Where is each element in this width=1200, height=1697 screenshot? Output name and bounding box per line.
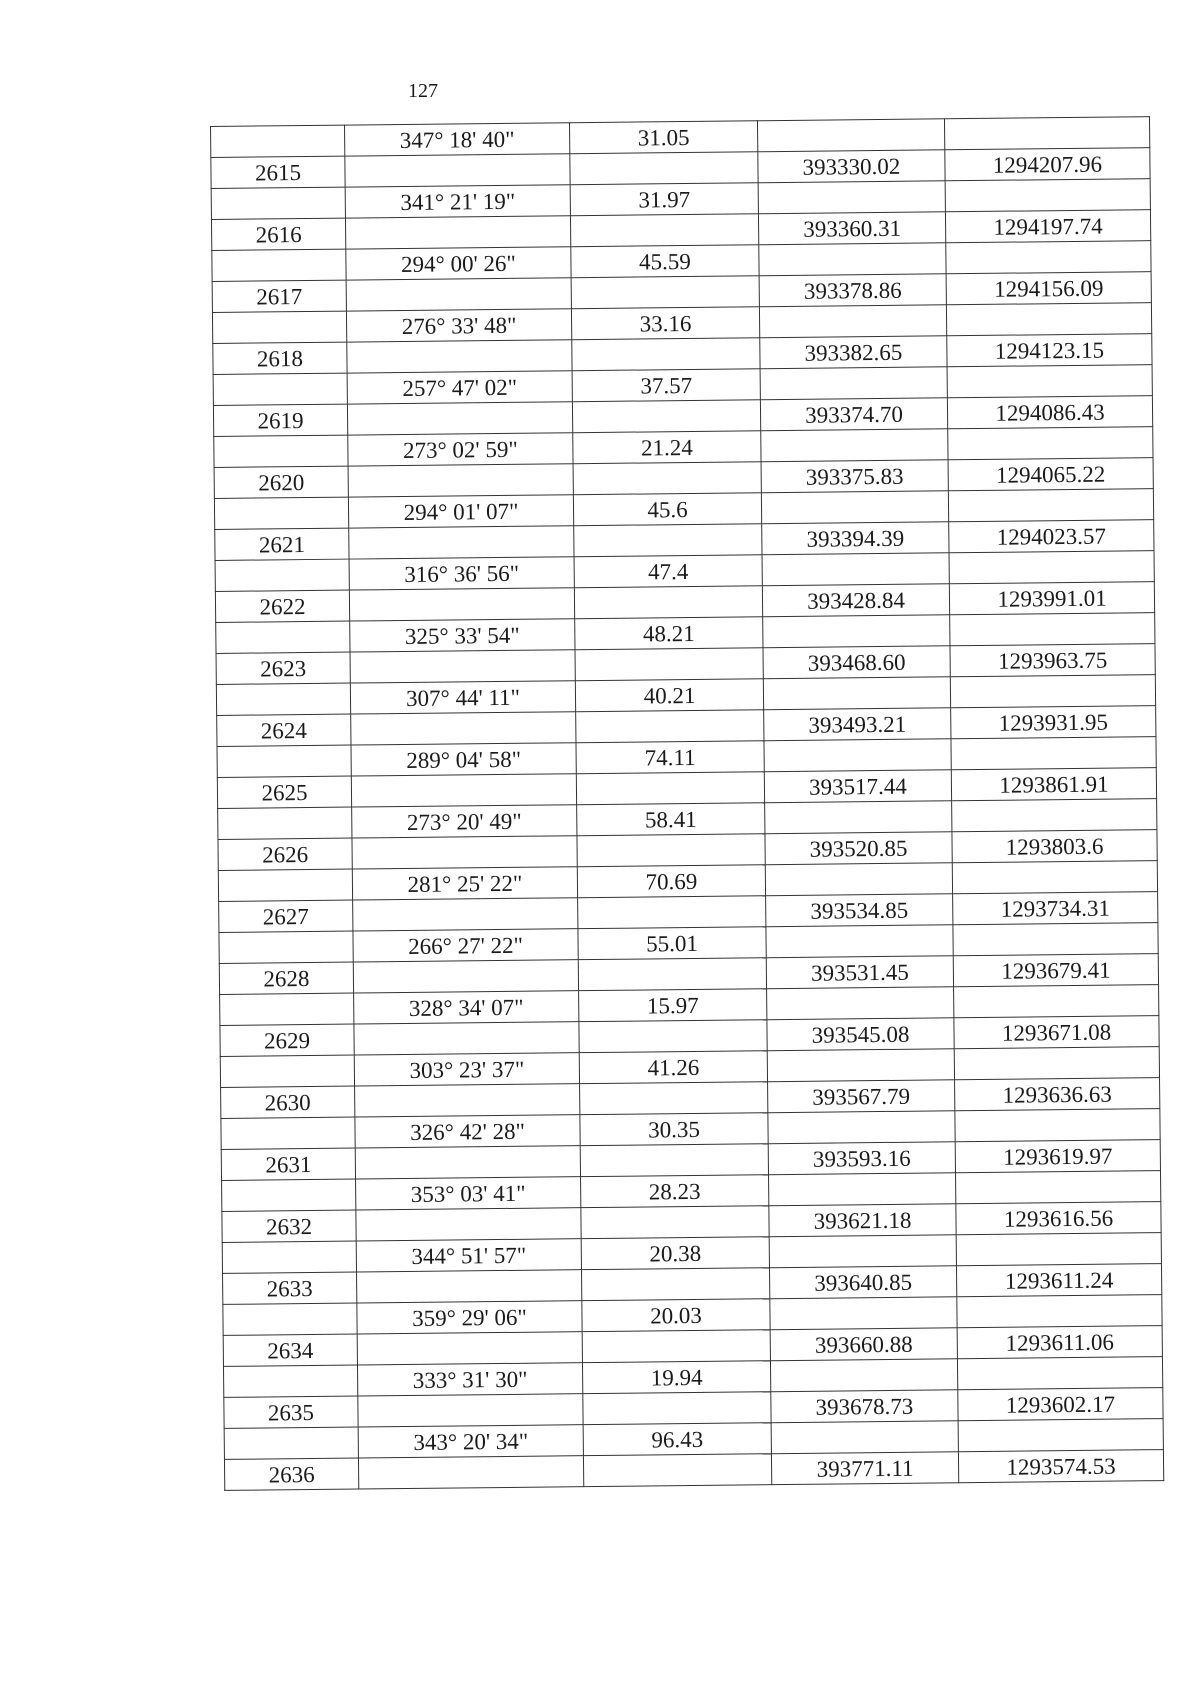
northing-cell xyxy=(957,1357,1162,1390)
northing-cell: 1293616.56 xyxy=(956,1202,1161,1235)
northing-cell: 1294207.96 xyxy=(945,148,1150,181)
bearing-cell: 316° 36' 56" xyxy=(349,557,574,590)
easting-cell xyxy=(760,367,947,400)
bearing-cell xyxy=(357,1270,582,1303)
northing-cell xyxy=(948,489,1153,522)
bearing-cell: 294° 00' 26" xyxy=(346,247,571,280)
easting-cell xyxy=(759,305,946,338)
easting-cell xyxy=(763,677,950,710)
easting-cell: 393678.73 xyxy=(771,1390,958,1423)
northing-cell xyxy=(952,799,1157,832)
distance-cell: 70.69 xyxy=(577,865,765,898)
point-id-cell: 2618 xyxy=(213,342,347,374)
bearing-cell: 303° 23' 37" xyxy=(354,1053,579,1086)
northing-cell: 1293861.91 xyxy=(951,768,1156,801)
easting-cell: 393374.70 xyxy=(760,398,947,431)
easting-cell: 393428.84 xyxy=(762,584,949,617)
easting-cell xyxy=(761,429,948,462)
distance-cell: 20.03 xyxy=(582,1299,770,1332)
point-id-cell: 2633 xyxy=(223,1272,357,1304)
bearing-cell: 333° 31' 30" xyxy=(357,1363,582,1396)
easting-cell: 393375.83 xyxy=(761,460,948,493)
bearing-cell xyxy=(358,1456,583,1489)
northing-cell: 1293671.08 xyxy=(954,1016,1159,1049)
easting-cell xyxy=(767,1049,954,1082)
bearing-cell: 273° 20' 49" xyxy=(352,805,577,838)
point-id-cell: 2627 xyxy=(219,900,353,932)
distance-cell: 15.97 xyxy=(579,989,767,1022)
point-id-cell xyxy=(214,435,348,467)
distance-cell xyxy=(582,1330,770,1363)
northing-cell xyxy=(958,1419,1163,1452)
northing-cell xyxy=(948,427,1153,460)
point-id-cell xyxy=(222,1241,356,1273)
northing-cell xyxy=(950,675,1155,708)
bearing-cell xyxy=(358,1394,583,1427)
distance-cell xyxy=(581,1206,769,1239)
easting-cell xyxy=(767,987,954,1020)
point-id-cell xyxy=(221,1117,355,1149)
distance-cell xyxy=(570,152,758,185)
distance-cell: 31.97 xyxy=(570,183,758,216)
northing-cell: 1294065.22 xyxy=(948,458,1153,491)
distance-cell xyxy=(578,896,766,929)
point-id-cell: 2617 xyxy=(212,280,346,312)
survey-coordinates-table xyxy=(210,116,1164,1491)
bearing-cell xyxy=(349,588,574,621)
point-id-cell: 2628 xyxy=(219,962,353,994)
point-id-cell xyxy=(223,1365,357,1397)
bearing-cell: 281° 25' 22" xyxy=(352,867,577,900)
easting-cell xyxy=(769,1173,956,1206)
bearing-cell: 328° 34' 07" xyxy=(354,991,579,1024)
point-id-cell xyxy=(212,311,346,343)
easting-cell: 393771.11 xyxy=(771,1452,958,1485)
point-id-cell xyxy=(220,1055,354,1087)
distance-cell xyxy=(580,1144,768,1177)
easting-cell xyxy=(764,739,951,772)
distance-cell xyxy=(572,338,760,371)
easting-cell xyxy=(757,119,944,152)
point-id-cell: 2629 xyxy=(220,1024,354,1056)
distance-cell xyxy=(579,1020,767,1053)
northing-cell xyxy=(956,1171,1161,1204)
distance-cell xyxy=(581,1268,769,1301)
table-body xyxy=(211,117,1164,1491)
easting-cell: 393545.08 xyxy=(767,1018,954,1051)
easting-cell xyxy=(768,1111,955,1144)
bearing-cell xyxy=(346,278,571,311)
distance-cell xyxy=(583,1392,771,1425)
bearing-cell xyxy=(345,216,570,249)
distance-cell: 19.94 xyxy=(582,1361,770,1394)
bearing-cell xyxy=(348,464,573,497)
bearing-cell xyxy=(353,960,578,993)
point-id-cell: 2619 xyxy=(213,404,347,436)
point-id-cell: 2636 xyxy=(224,1458,358,1490)
northing-cell: 1293679.41 xyxy=(953,954,1158,987)
distance-cell xyxy=(577,834,765,867)
easting-cell xyxy=(770,1359,957,1392)
easting-cell xyxy=(766,925,953,958)
distance-cell: 20.38 xyxy=(581,1237,769,1270)
point-id-cell xyxy=(222,1179,356,1211)
distance-cell xyxy=(575,648,763,681)
easting-cell xyxy=(761,491,948,524)
bearing-cell xyxy=(347,340,572,373)
bearing-cell: 289° 04' 58" xyxy=(351,743,576,776)
distance-cell: 55.01 xyxy=(578,927,766,960)
distance-cell xyxy=(574,524,762,557)
easting-cell: 393520.85 xyxy=(765,832,952,865)
northing-cell: 1293619.97 xyxy=(955,1140,1160,1173)
point-id-cell: 2625 xyxy=(217,776,351,808)
distance-cell xyxy=(572,400,760,433)
easting-cell xyxy=(765,863,952,896)
point-id-cell: 2624 xyxy=(217,714,351,746)
easting-cell: 393567.79 xyxy=(768,1080,955,1113)
northing-cell: 1293611.06 xyxy=(957,1326,1162,1359)
distance-cell: 41.26 xyxy=(579,1051,767,1084)
bearing-cell xyxy=(347,402,572,435)
bearing-cell: 294° 01' 07" xyxy=(348,495,573,528)
point-id-cell xyxy=(219,931,353,963)
bearing-cell: 353° 03' 41" xyxy=(356,1177,581,1210)
distance-cell xyxy=(576,772,764,805)
bearing-cell xyxy=(356,1208,581,1241)
northing-cell xyxy=(949,551,1154,584)
bearing-cell xyxy=(351,712,576,745)
bearing-cell: 347° 18' 40" xyxy=(344,123,569,156)
bearing-cell: 257° 47' 02" xyxy=(347,371,572,404)
bearing-cell xyxy=(350,650,575,683)
distance-cell: 48.21 xyxy=(575,617,763,650)
bearing-cell xyxy=(352,836,577,869)
point-id-cell: 2634 xyxy=(223,1334,357,1366)
easting-cell: 393493.21 xyxy=(764,708,951,741)
distance-cell: 45.59 xyxy=(571,245,759,278)
northing-cell: 1293611.24 xyxy=(956,1264,1161,1297)
northing-cell: 1293931.95 xyxy=(951,706,1156,739)
point-id-cell: 2620 xyxy=(214,466,348,498)
point-id-cell: 2623 xyxy=(216,652,350,684)
bearing-cell xyxy=(355,1084,580,1117)
bearing-cell xyxy=(349,526,574,559)
point-id-cell: 2616 xyxy=(211,218,345,250)
bearing-cell: 343° 20' 34" xyxy=(358,1425,583,1458)
distance-cell: 74.11 xyxy=(576,741,764,774)
distance-cell xyxy=(576,710,764,743)
bearing-cell xyxy=(357,1332,582,1365)
northing-cell xyxy=(952,861,1157,894)
easting-cell: 393468.60 xyxy=(763,646,950,679)
northing-cell: 1294123.15 xyxy=(947,334,1152,367)
northing-cell xyxy=(950,613,1155,646)
northing-cell xyxy=(945,179,1150,212)
northing-cell xyxy=(946,241,1151,274)
bearing-cell: 266° 27' 22" xyxy=(353,929,578,962)
easting-cell: 393593.16 xyxy=(768,1142,955,1175)
bearing-cell xyxy=(354,1022,579,1055)
northing-cell: 1294156.09 xyxy=(946,272,1151,305)
easting-cell xyxy=(758,181,945,214)
point-id-cell: 2631 xyxy=(221,1148,355,1180)
easting-cell: 393360.31 xyxy=(758,212,945,245)
distance-cell xyxy=(571,276,759,309)
northing-cell xyxy=(956,1233,1161,1266)
easting-cell: 393531.45 xyxy=(766,956,953,989)
bearing-cell: 307° 44' 11" xyxy=(350,681,575,714)
point-id-cell: 2621 xyxy=(215,528,349,560)
point-id-cell xyxy=(224,1427,358,1459)
easting-cell: 393378.86 xyxy=(759,274,946,307)
northing-cell xyxy=(953,923,1158,956)
point-id-cell xyxy=(216,683,350,715)
easting-cell xyxy=(771,1421,958,1454)
bearing-cell: 341° 21' 19" xyxy=(345,185,570,218)
point-id-cell xyxy=(223,1303,357,1335)
easting-cell xyxy=(770,1297,957,1330)
northing-cell: 1294197.74 xyxy=(945,210,1150,243)
bearing-cell: 273° 02' 59" xyxy=(348,433,573,466)
northing-cell: 1293803.6 xyxy=(952,830,1157,863)
northing-cell xyxy=(957,1295,1162,1328)
northing-cell: 1293734.31 xyxy=(953,892,1158,925)
easting-cell: 393382.65 xyxy=(760,336,947,369)
easting-cell xyxy=(762,553,949,586)
point-id-cell xyxy=(213,373,347,405)
point-id-cell xyxy=(218,869,352,901)
northing-cell xyxy=(944,117,1149,150)
distance-cell: 40.21 xyxy=(575,679,763,712)
distance-cell: 47.4 xyxy=(574,555,762,588)
distance-cell: 31.05 xyxy=(569,121,757,154)
northing-cell xyxy=(951,737,1156,770)
point-id-cell xyxy=(212,249,346,281)
bearing-cell xyxy=(355,1146,580,1179)
easting-cell: 393660.88 xyxy=(770,1328,957,1361)
easting-cell: 393534.85 xyxy=(766,894,953,927)
easting-cell xyxy=(759,243,946,276)
bearing-cell xyxy=(353,898,578,931)
point-id-cell: 2635 xyxy=(224,1396,358,1428)
point-id-cell xyxy=(214,497,348,529)
northing-cell xyxy=(955,1109,1160,1142)
northing-cell: 1293963.75 xyxy=(950,644,1155,677)
northing-cell: 1294086.43 xyxy=(947,396,1152,429)
distance-cell xyxy=(580,1082,768,1115)
distance-cell: 58.41 xyxy=(577,803,765,836)
bearing-cell: 276° 33' 48" xyxy=(346,309,571,342)
easting-cell: 393640.85 xyxy=(769,1266,956,1299)
bearing-cell xyxy=(345,154,570,187)
bearing-cell: 326° 42' 28" xyxy=(355,1115,580,1148)
northing-cell: 1293991.01 xyxy=(949,582,1154,615)
northing-cell xyxy=(946,303,1151,336)
easting-cell xyxy=(763,615,950,648)
distance-cell xyxy=(578,958,766,991)
point-id-cell xyxy=(211,187,345,219)
distance-cell: 30.35 xyxy=(580,1113,768,1146)
easting-cell: 393394.39 xyxy=(762,522,949,555)
point-id-cell: 2632 xyxy=(222,1210,356,1242)
point-id-cell xyxy=(220,993,354,1025)
bearing-cell: 325° 33' 54" xyxy=(350,619,575,652)
point-id-cell: 2622 xyxy=(215,590,349,622)
easting-cell: 393517.44 xyxy=(764,770,951,803)
point-id-cell xyxy=(215,559,349,591)
northing-cell: 1293574.53 xyxy=(958,1450,1163,1483)
northing-cell xyxy=(954,1047,1159,1080)
point-id-cell: 2630 xyxy=(221,1086,355,1118)
distance-cell: 21.24 xyxy=(573,431,761,464)
distance-cell: 96.43 xyxy=(583,1423,771,1456)
easting-cell: 393621.18 xyxy=(769,1204,956,1237)
northing-cell xyxy=(947,365,1152,398)
point-id-cell: 2615 xyxy=(211,156,345,188)
distance-cell xyxy=(583,1454,771,1487)
northing-cell: 1294023.57 xyxy=(949,520,1154,553)
distance-cell: 45.6 xyxy=(573,493,761,526)
point-id-cell xyxy=(211,125,345,157)
bearing-cell: 344° 51' 57" xyxy=(356,1239,581,1272)
distance-cell xyxy=(574,586,762,619)
point-id-cell xyxy=(218,807,352,839)
easting-cell: 393330.02 xyxy=(758,150,945,183)
point-id-cell: 2626 xyxy=(218,838,352,870)
distance-cell xyxy=(573,462,761,495)
bearing-cell xyxy=(351,774,576,807)
page-number: 127 xyxy=(408,80,438,102)
point-id-cell xyxy=(216,621,350,653)
easting-cell xyxy=(765,801,952,834)
distance-cell: 37.57 xyxy=(572,369,760,402)
distance-cell: 33.16 xyxy=(571,307,759,340)
distance-cell: 28.23 xyxy=(581,1175,769,1208)
bearing-cell: 359° 29' 06" xyxy=(357,1301,582,1334)
northing-cell: 1293636.63 xyxy=(955,1078,1160,1111)
northing-cell: 1293602.17 xyxy=(958,1388,1163,1421)
northing-cell xyxy=(954,985,1159,1018)
point-id-cell xyxy=(217,745,351,777)
distance-cell xyxy=(570,214,758,247)
easting-cell xyxy=(769,1235,956,1268)
